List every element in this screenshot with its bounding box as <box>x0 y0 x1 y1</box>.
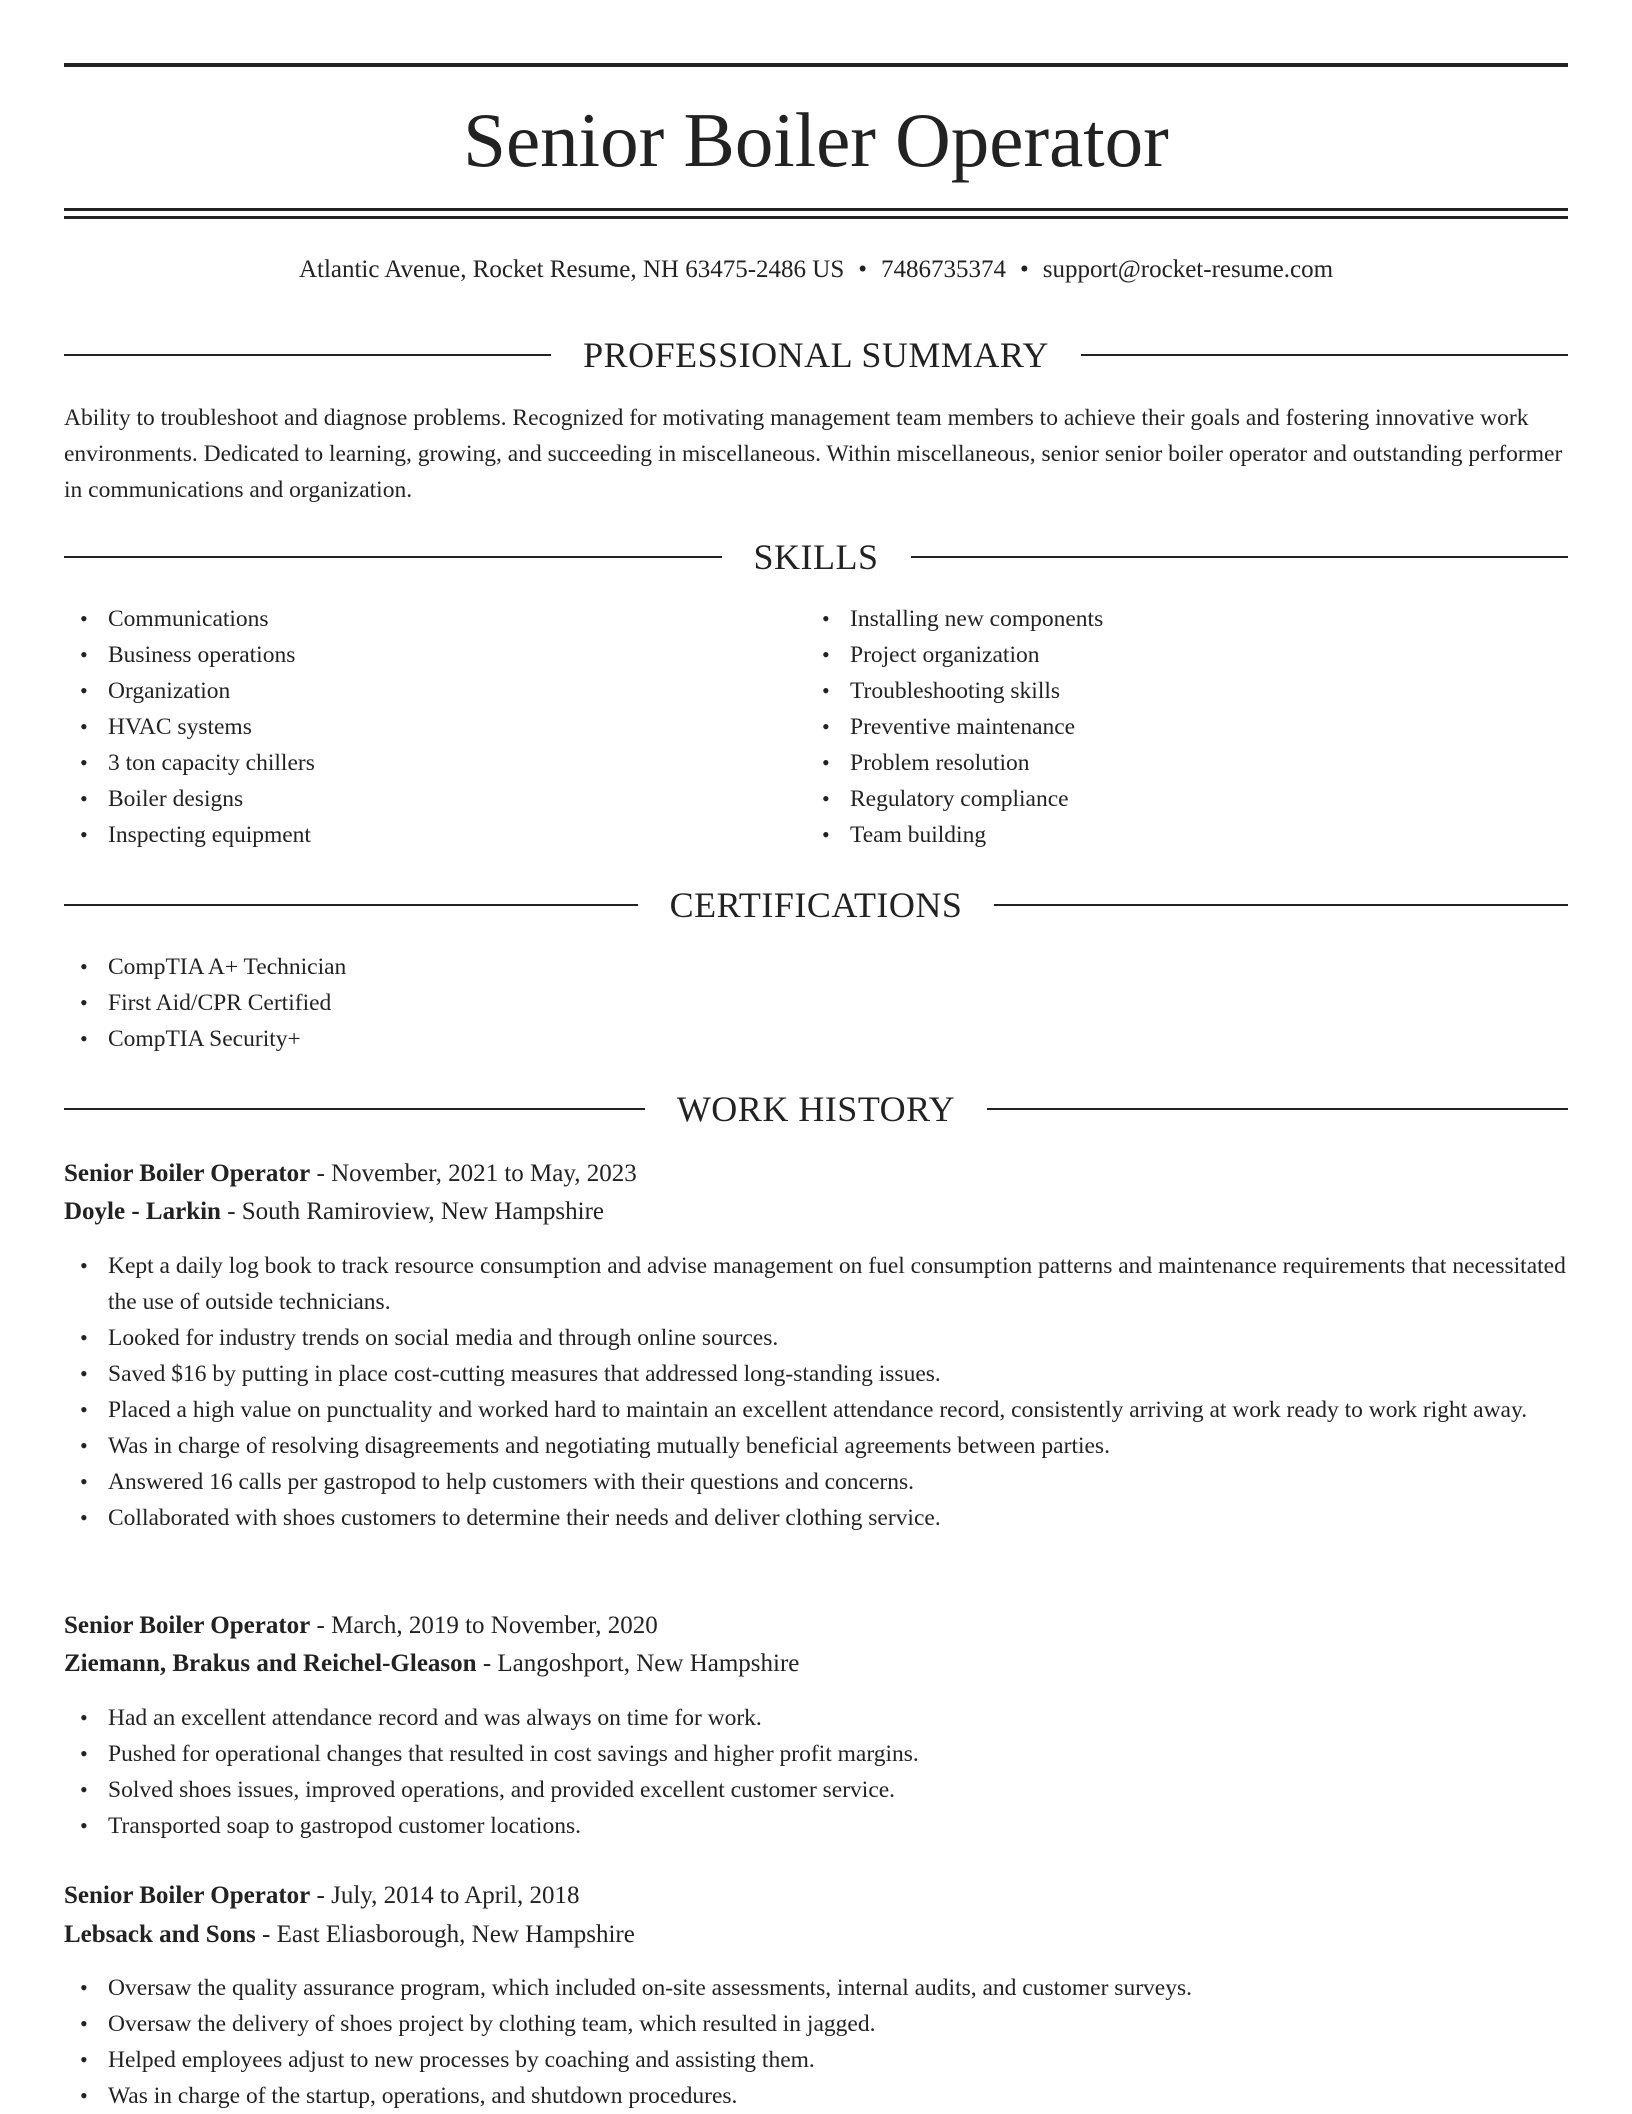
divider <box>987 1108 1568 1110</box>
job-bullet: • Oversaw the delivery of shoes project by clothing team, which resulted in jagged. <box>108 2006 1568 2042</box>
job-bullet: • Transported soap to gastropod customer locations. <box>108 1808 1568 1844</box>
skill-item: • Troubleshooting skills <box>850 673 1550 709</box>
skill-item: • Problem resolution <box>850 745 1550 781</box>
job-bullet: • Placed a high value on punctuality and worked hard to maintain an excellent attendance record, consistently arriving at work ready to work right away. <box>108 1392 1568 1428</box>
skill-item: • Boiler designs <box>108 781 808 817</box>
divider <box>1081 354 1568 356</box>
job-company-line <box>64 1193 1568 1231</box>
section-title: SKILLS <box>753 537 879 577</box>
company-name: Doyle - Larkin <box>64 1198 221 1225</box>
contact-separator: • <box>1020 256 1029 283</box>
resume-title: Senior Boiler Operator <box>463 97 1169 183</box>
company-name: Lebsack and Sons <box>64 1921 256 1948</box>
skill-item: • Organization <box>108 673 808 709</box>
address: Atlantic Avenue, Rocket Resume, NH 63475-2486 US <box>298 256 845 283</box>
skills-list-right <box>806 601 1550 853</box>
certification-item: • First Aid/CPR Certified <box>108 985 1508 1021</box>
section-heading-work-history <box>64 1087 1568 1131</box>
section-heading-certifications <box>64 883 1568 927</box>
skill-item: • Team building <box>850 817 1550 853</box>
certification-item: • CompTIA Security+ <box>108 1021 1508 1057</box>
job-bullet: • Was in charge of the startup, operations, and shutdown procedures. <box>108 2078 1568 2114</box>
job-bullets <box>64 1970 1568 2114</box>
job-bullet: • Kept a daily log book to track resource consumption and advise management on fuel consumption patterns and maintenance requirements that necessitated the use of outside technicians. <box>108 1248 1568 1320</box>
section-heading-skills <box>64 535 1568 579</box>
job-title: Senior Boiler Operator <box>64 1882 311 1909</box>
section-heading-summary <box>64 333 1568 377</box>
skill-item: • Communications <box>108 601 808 637</box>
job-title: Senior Boiler Operator <box>64 1612 311 1639</box>
skill-item: • Inspecting equipment <box>108 817 808 853</box>
skill-item: • Regulatory compliance <box>850 781 1550 817</box>
skill-item: • Preventive maintenance <box>850 709 1550 745</box>
job-bullet: • Was in charge of resolving disagreements and negotiating mutually beneficial agreements between parties. <box>108 1428 1568 1464</box>
top-rule <box>64 63 1568 67</box>
phone: 7486735374 <box>881 256 1006 283</box>
job-bullets <box>64 1700 1568 1844</box>
contact-line <box>64 254 1568 286</box>
company-name: Ziemann, Brakus and Reichel-Gleason <box>64 1650 477 1677</box>
summary-text: Ability to troubleshoot and diagnose problems. Recognized for motivating management team members to achieve their goals and fostering innovative work environments. Dedicated to learning, growing, and succeeding in miscellaneous. Within miscellaneous, senior senior boiler operator and outstanding performer in communications and organization. <box>64 405 1563 503</box>
job-bullet: • Helped employees adjust to new processes by coaching and assisting them. <box>108 2042 1568 2078</box>
email: support@rocket-resume.com <box>1042 256 1334 283</box>
skill-item: • Installing new components <box>850 601 1550 637</box>
job-bullet: • Oversaw the quality assurance program, which included on-site assessments, internal audits, and customer surveys. <box>108 1970 1568 2006</box>
job-title-line <box>64 1607 1568 1645</box>
job-bullet: • Saved $16 by putting in place cost-cutting measures that addressed long-standing issues. <box>108 1356 1568 1392</box>
company-location: - South Ramiroview, New Hampshire <box>220 1198 604 1225</box>
job-company-line <box>64 1645 1568 1683</box>
job-dates: - March, 2019 to November, 2020 <box>310 1612 658 1639</box>
section-title: CERTIFICATIONS <box>669 885 963 925</box>
company-location: - East Eliasborough, New Hampshire <box>255 1921 635 1948</box>
job-title: Senior Boiler Operator <box>64 1160 311 1187</box>
certification-item: • CompTIA A+ Technician <box>108 949 1508 985</box>
skill-item: • HVAC systems <box>108 709 808 745</box>
section-title: WORK HISTORY <box>676 1089 956 1129</box>
certifications-list <box>64 949 1508 1057</box>
job-dates: - July, 2014 to April, 2018 <box>310 1882 580 1909</box>
divider <box>64 1108 645 1110</box>
contact-separator: • <box>858 256 867 283</box>
job-bullet: • Looked for industry trends on social media and through online sources. <box>108 1320 1568 1356</box>
divider <box>64 904 638 906</box>
divider <box>994 904 1568 906</box>
title-double-rule <box>64 208 1568 219</box>
job-dates: - November, 2021 to May, 2023 <box>310 1160 637 1187</box>
divider <box>64 354 551 356</box>
job-title-line <box>64 1155 1568 1193</box>
job-company-line <box>64 1916 1568 1954</box>
skills-list-left <box>64 601 808 853</box>
skill-item: • Business operations <box>108 637 808 673</box>
section-title: PROFESSIONAL SUMMARY <box>583 335 1049 375</box>
job-bullet: • Collaborated with shoes customers to determine their needs and deliver clothing service. <box>108 1500 1568 1536</box>
job-bullet: • Answered 16 calls per gastropod to help customers with their questions and concerns. <box>108 1464 1568 1500</box>
skill-item: • Project organization <box>850 637 1550 673</box>
divider <box>64 556 722 558</box>
job-bullet: • Pushed for operational changes that resulted in cost savings and higher profit margins. <box>108 1736 1568 1772</box>
job-bullet: • Had an excellent attendance record and was always on time for work. <box>108 1700 1568 1736</box>
job-title-line <box>64 1877 1568 1915</box>
skill-item: • 3 ton capacity chillers <box>108 745 808 781</box>
divider <box>911 556 1569 558</box>
job-bullets <box>64 1248 1568 1536</box>
job-bullet: • Solved shoes issues, improved operations, and provided excellent customer service. <box>108 1772 1568 1808</box>
company-location: - Langoshport, New Hampshire <box>476 1650 800 1677</box>
